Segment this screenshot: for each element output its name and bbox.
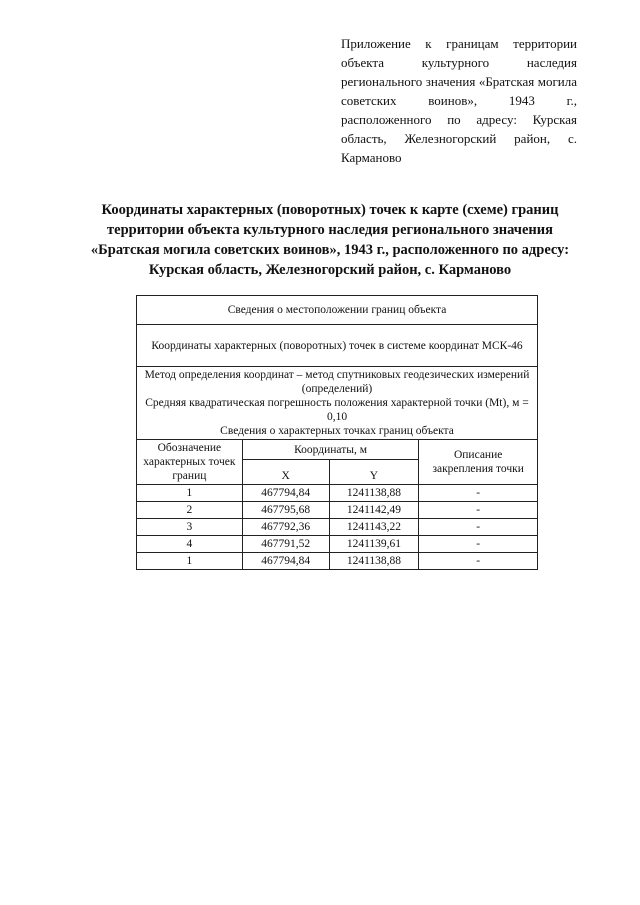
- point-cell: 4: [137, 536, 243, 553]
- table-row: [137, 485, 538, 502]
- x-cell: 467792,36: [242, 519, 329, 536]
- description-cell: -: [419, 536, 538, 553]
- appendix-note: Приложение к границам территории объекта культурного наследия регионального значения «Братская могила советских воинов», 1943 г., расположенного по адресу: Курская область, Железногорский район, с. Карманово: [341, 36, 577, 165]
- y-cell: 1241139,61: [329, 536, 419, 553]
- column-header-coords: Координаты, м: [242, 440, 419, 460]
- table-section-row: [137, 325, 538, 367]
- point-cell: 1: [137, 485, 243, 502]
- method-line: Метод определения координат – метод спутниковых геодезических измерений (определений): [144, 369, 530, 395]
- table-row: [137, 536, 538, 553]
- y-cell: 1241138,88: [329, 485, 419, 502]
- table-section-row: [137, 367, 538, 440]
- table-section-row: [137, 296, 538, 325]
- point-cell: 3: [137, 519, 243, 536]
- section-location-cell: Сведения о местоположении границ объекта: [137, 296, 538, 325]
- table-header-row: [137, 440, 538, 460]
- coordinates-table: [136, 295, 538, 570]
- column-header-y: Y: [329, 460, 419, 485]
- table-row: [137, 519, 538, 536]
- y-cell: 1241143,22: [329, 519, 419, 536]
- column-header-point: Обозначение характерных точек границ: [137, 440, 243, 485]
- column-header-x: X: [242, 460, 329, 485]
- x-cell: 467795,68: [242, 502, 329, 519]
- document-title: Координаты характерных (поворотных) точек к карте (схеме) границ территории объекта культурного наследия регионального значения «Братская могила советских воинов», 1943 г., расположенного по адресу: Курская область, Железногорский район, с. Карманово: [90, 202, 570, 278]
- point-cell: 1: [137, 553, 243, 570]
- y-cell: 1241142,49: [329, 502, 419, 519]
- x-cell: 467794,84: [242, 485, 329, 502]
- column-header-description: Описание закрепления точки: [419, 440, 538, 485]
- section-points-line: Сведения о характерных точках границ объекта: [220, 425, 454, 437]
- description-cell: -: [419, 485, 538, 502]
- table-row: [137, 502, 538, 519]
- x-cell: 467791,52: [242, 536, 329, 553]
- description-cell: -: [419, 553, 538, 570]
- section-system-cell: Координаты характерных (поворотных) точек в системе координат МСК-46: [137, 325, 538, 367]
- description-cell: -: [419, 519, 538, 536]
- error-line: Средняя квадратическая погрешность положения характерной точки (Mt), м = 0,10: [145, 397, 529, 423]
- point-cell: 2: [137, 502, 243, 519]
- x-cell: 467794,84: [242, 553, 329, 570]
- y-cell: 1241138,88: [329, 553, 419, 570]
- description-cell: -: [419, 502, 538, 519]
- method-info-cell: [137, 367, 538, 440]
- table-row: [137, 553, 538, 570]
